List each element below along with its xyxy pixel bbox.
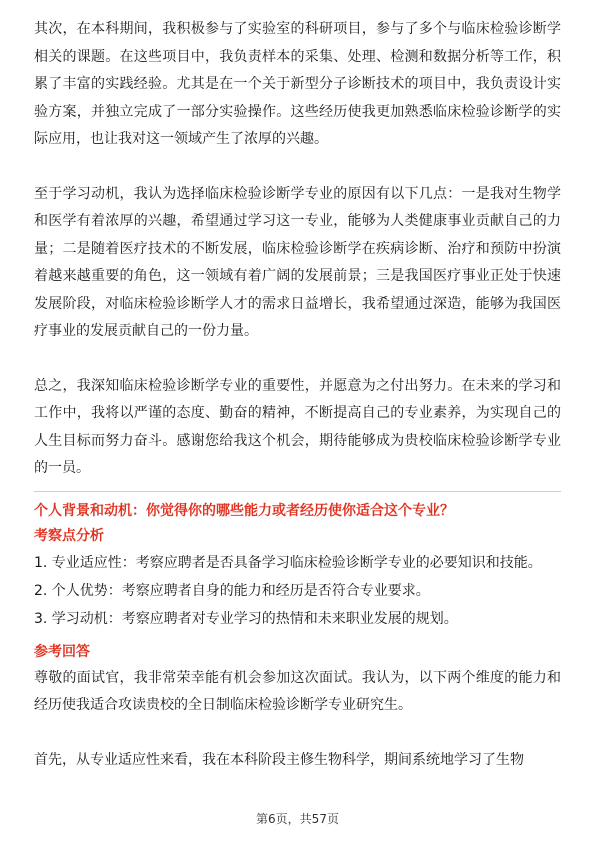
analysis-item: 3. 学习动机：考察应聘者对专业学习的热情和未来职业发展的规划。 [34, 610, 458, 627]
answer-paragraph: 尊敬的面试官，我非常荣幸能有机会参加这次面试。我认为，以下两个维度的能力和经历使我适合攻读贵校的全日制临床检验诊断学专业研究生。 [34, 669, 561, 713]
analysis-item: 2. 个人优势：考察应聘者自身的能力和经历是否符合专业要求。 [34, 582, 430, 599]
page-number-footer: 第6页，共57页 [256, 812, 339, 826]
paragraph-gap [34, 154, 561, 181]
paragraph-gap [34, 346, 561, 373]
analysis-heading: 考察点分析 [34, 527, 104, 544]
answer-heading: 参考回答 [34, 643, 90, 660]
interview-question: 个人背景和动机：你觉得你的哪些能力或者经历使你适合这个专业？ [34, 502, 454, 519]
section-divider [34, 491, 561, 492]
answer-paragraph: 首先，从专业适应性来看，我在本科阶段主修生物科学，期间系统地学习了生物 [34, 751, 524, 768]
document-page [34, 16, 561, 774]
paragraph-conclusion: 总之，我深知临床检验诊断学专业的重要性，并愿意为之付出努力。在未来的学习和工作中，我将以严谨的态度、勤奋的精神，不断提高自己的专业素养，为实现自己的人生目标而努力奋斗。感谢您给我这个机会，期待能够成为贵校临床检验诊断学专业的一员。 [34, 377, 561, 476]
analysis-item: 1. 专业适应性：考察应聘者是否具备学习临床检验诊断学专业的必要知识和技能。 [34, 554, 542, 571]
paragraph-research-experience: 其次，在本科期间，我积极参与了实验室的科研项目，参与了多个与临床检验诊断学相关的课题。在这些项目中，我负责样本的采集、处理、检测和数据分析等工作，积累了丰富的实践经验。尤其是在一个关于新型分子诊断技术的项目中，我负责设计实验方案，并独立完成了一部分实验操作。这些经历使我更加熟悉临床检验诊断学的实际应用，也让我对这一领域产生了浓厚的兴趣。 [34, 21, 561, 147]
paragraph-learning-motivation: 至于学习动机，我认为选择临床检验诊断学专业的原因有以下几点：一是我对生物学和医学有着浓厚的兴趣，希望通过学习这一专业，能够为人类健康事业贡献自己的力量；二是随着医疗技术的不断发展，临床检验诊断学在疾病诊断、治疗和预防中扮演着越来越重要的角色，这一领域有着广阔的发展前景；三是我国医疗事业正处于快速发展阶段，对临床检验诊断学人才的需求日益增长，我希望通过深造，能够为我国医疗事业的发展贡献自己的一份力量。 [34, 185, 561, 339]
paragraph-gap [34, 720, 561, 747]
